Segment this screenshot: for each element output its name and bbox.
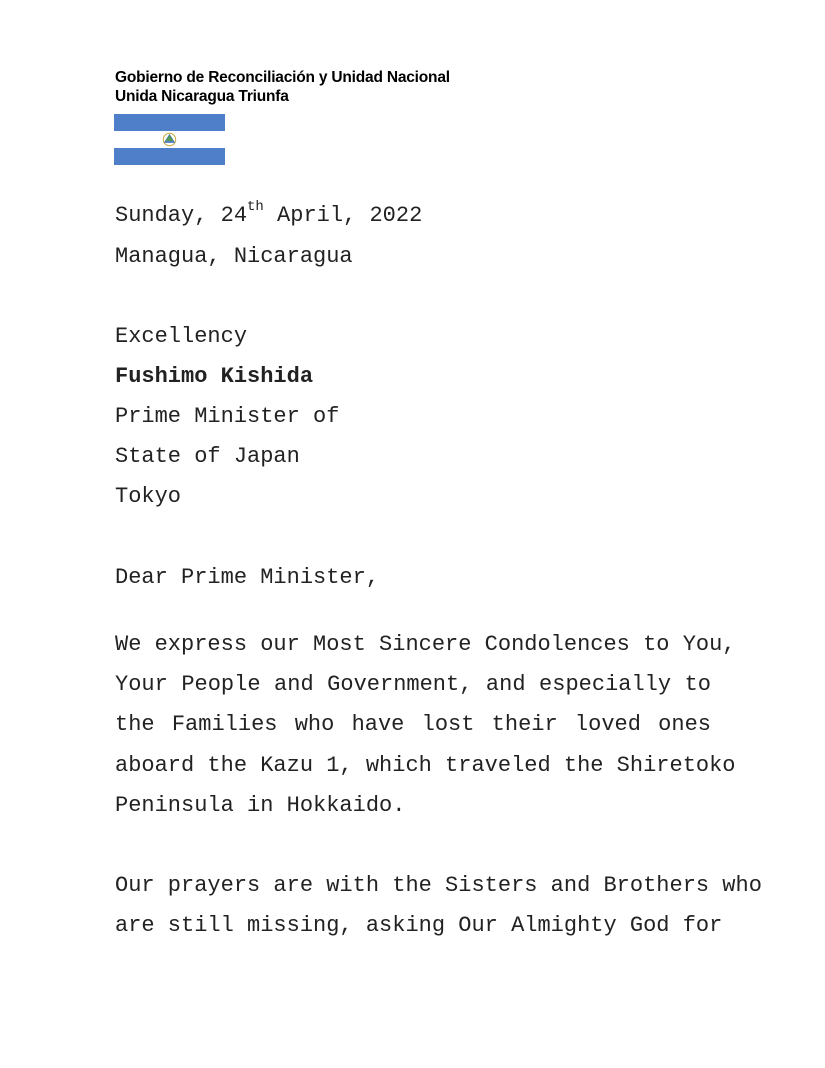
recipient-role-line-2: State of Japan bbox=[115, 444, 300, 469]
date-rest: April, 2022 bbox=[263, 203, 423, 228]
date-day: Sunday, 24 bbox=[115, 203, 248, 228]
recipient-name: Fushimo Kishida bbox=[115, 364, 314, 389]
recipient-role-line-1: Prime Minister of bbox=[115, 404, 340, 429]
paragraph-line: Your People and Government, and especially to bbox=[115, 672, 711, 698]
paragraph-line: We express our Most Sincere Condolences to You, bbox=[115, 632, 736, 657]
recipient-city: Tokyo bbox=[115, 484, 182, 509]
letterhead bbox=[115, 68, 450, 106]
paragraph-line: are still missing, asking Our Almighty God for bbox=[115, 913, 723, 939]
letter-greeting: Dear Prime Minister, bbox=[115, 565, 380, 590]
letterhead-line-1: Gobierno de Reconciliación y Unidad Nacional bbox=[115, 69, 450, 86]
body-paragraph-2 bbox=[115, 866, 762, 946]
paragraph-line: aboard the Kazu 1, which traveled the Shiretoko bbox=[115, 752, 736, 778]
date-ordinal: th bbox=[247, 199, 264, 215]
paragraph-line: Our prayers are with the Sisters and Brothers who bbox=[115, 873, 762, 898]
letter-place: Managua, Nicaragua bbox=[115, 244, 353, 269]
body-paragraph-1 bbox=[115, 625, 736, 826]
recipient-title: Excellency bbox=[115, 324, 248, 349]
letter-date bbox=[115, 199, 423, 231]
letterhead-line-2: Unida Nicaragua Triunfa bbox=[115, 88, 289, 105]
paragraph-line: Peninsula in Hokkaido. bbox=[115, 792, 406, 818]
nicaragua-flag-icon bbox=[114, 114, 225, 165]
paragraph-line: the Families who have lost their loved ones bbox=[115, 712, 711, 738]
